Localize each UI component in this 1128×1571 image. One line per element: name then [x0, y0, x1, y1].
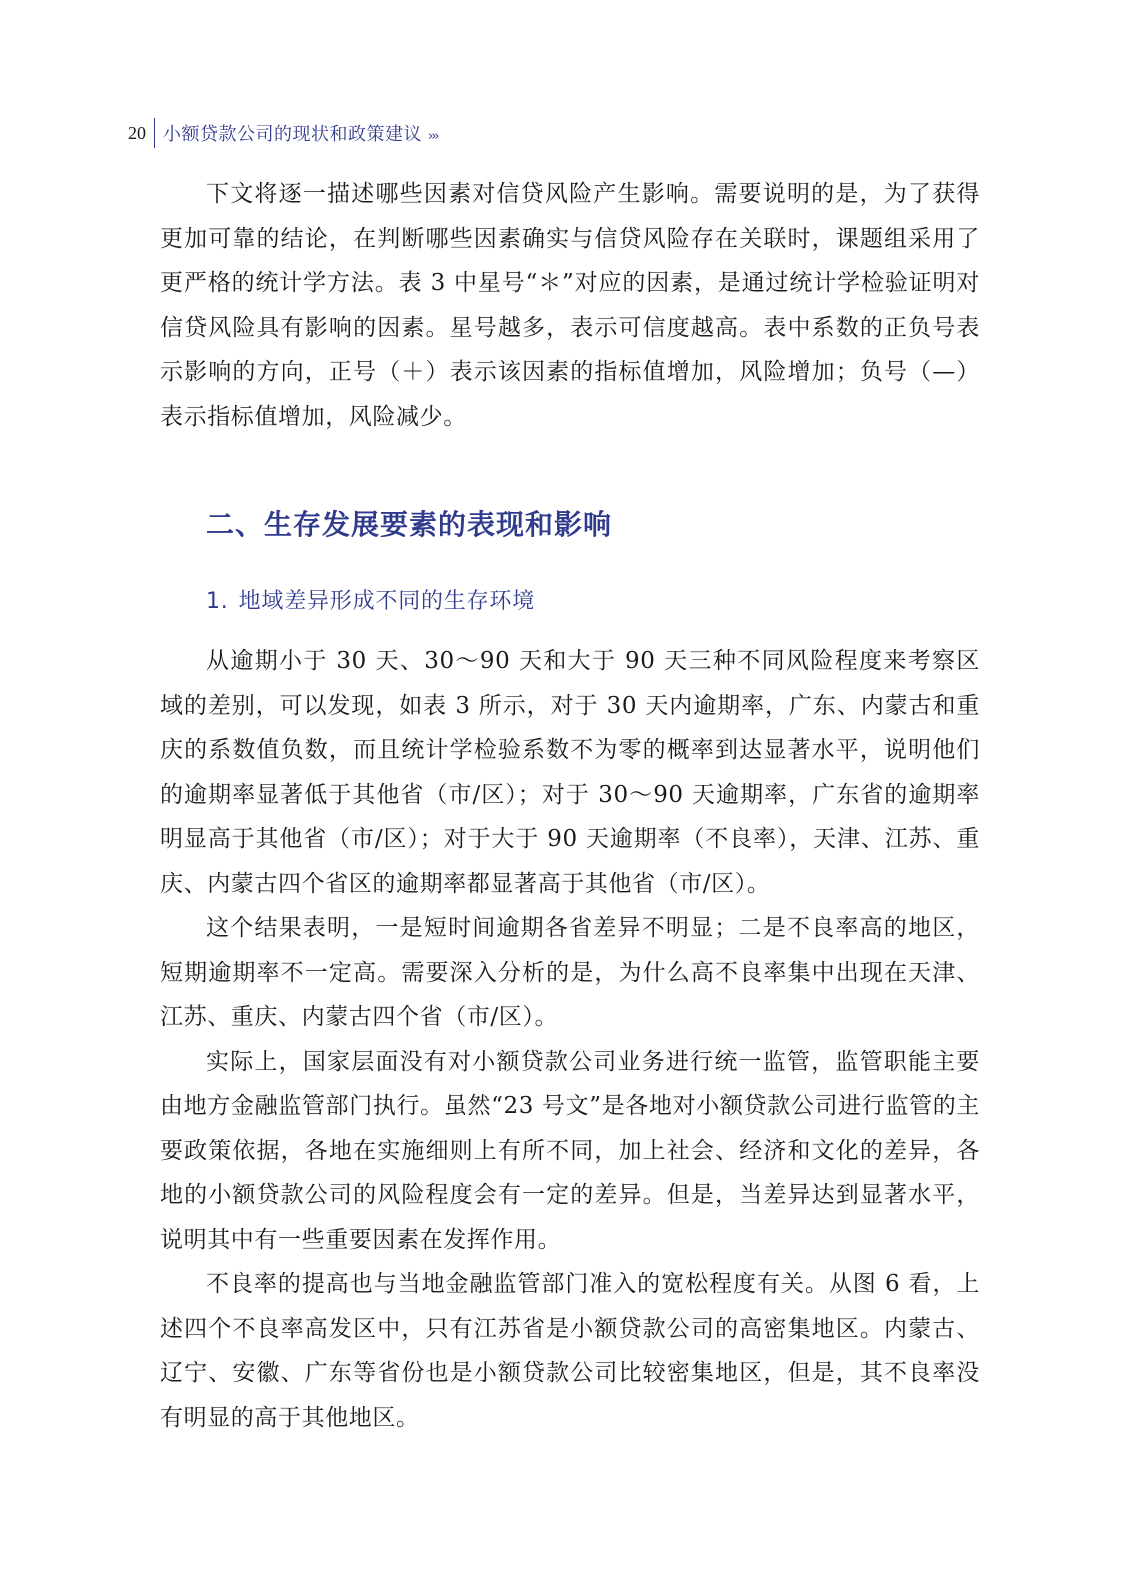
- subsection-number: 1.: [206, 589, 229, 614]
- page-number: 20: [128, 122, 146, 143]
- body-paragraph: 不良率的提高也与当地金融监管部门准入的宽松程度有关。从图 6 看，上述四个不良率高发区中，只有江苏省是小额贷款公司的高密集地区。内蒙古、辽宁、安徽、广东等省份也是小额贷款公司比较密集地区，但是，其不良率没有明显的高于其他地区。: [160, 1271, 980, 1431]
- section-heading: 二、生存发展要素的表现和影响: [206, 508, 613, 541]
- body-paragraph: 这个结果表明，一是短时间逾期各省差异不明显；二是不良率高的地区，短期逾期率不一定高。需要深入分析的是，为什么高不良率集中出现在天津、江苏、重庆、内蒙古四个省（市/区）。: [160, 915, 980, 1030]
- header-divider: [154, 118, 155, 148]
- page-body: [160, 172, 980, 1440]
- intro-paragraph: 下文将逐一描述哪些因素对信贷风险产生影响。需要说明的是，为了获得更加可靠的结论，在判断哪些因素确实与信贷风险存在关联时，课题组采用了更严格的统计学方法。表 3 中星号“＊”对应的因素，是通过统计学检验证明对信贷风险具有影响的因素。星号越多，表示可信度越高。表中系数的正负号表示影响的方向，正号（＋）表示该因素的指标值增加，风险增加；负号（—）表示指标值增加，风险减少。: [160, 181, 980, 430]
- subsection-title: 地域差异形成不同的生存环境: [238, 589, 535, 614]
- body-paragraph: 从逾期小于 30 天、30～90 天和大于 90 天三种不同风险程度来考察区域的差别，可以发现，如表 3 所示，对于 30 天内逾期率，广东、内蒙古和重庆的系数值负数，而且统计学检验系数不为零的概率到达显著水平，说明他们的逾期率显著低于其他省（市/区）；对于 30～90 天逾期率，广东省的逾期率明显高于其他省（市/区）；对于大于 90 天逾期率（不良率），天津、江苏、重庆、内蒙古四个省区的逾期率都显著高于其他省（市/区）。: [160, 648, 980, 897]
- page-header: [128, 118, 438, 148]
- chevrons-icon: ›››: [428, 128, 438, 144]
- body-paragraph: 实际上，国家层面没有对小额贷款公司业务进行统一监管，监管职能主要由地方金融监管部门执行。虽然“23 号文”是各地对小额贷款公司进行监管的主要政策依据，各地在实施细则上有所不同，加上社会、经济和文化的差异，各地的小额贷款公司的风险程度会有一定的差异。但是，当差异达到显著水平，说明其中有一些重要因素在发挥作用。: [160, 1048, 980, 1253]
- running-title: 小额贷款公司的现状和政策建议: [163, 124, 422, 145]
- subsection-heading: [206, 585, 980, 619]
